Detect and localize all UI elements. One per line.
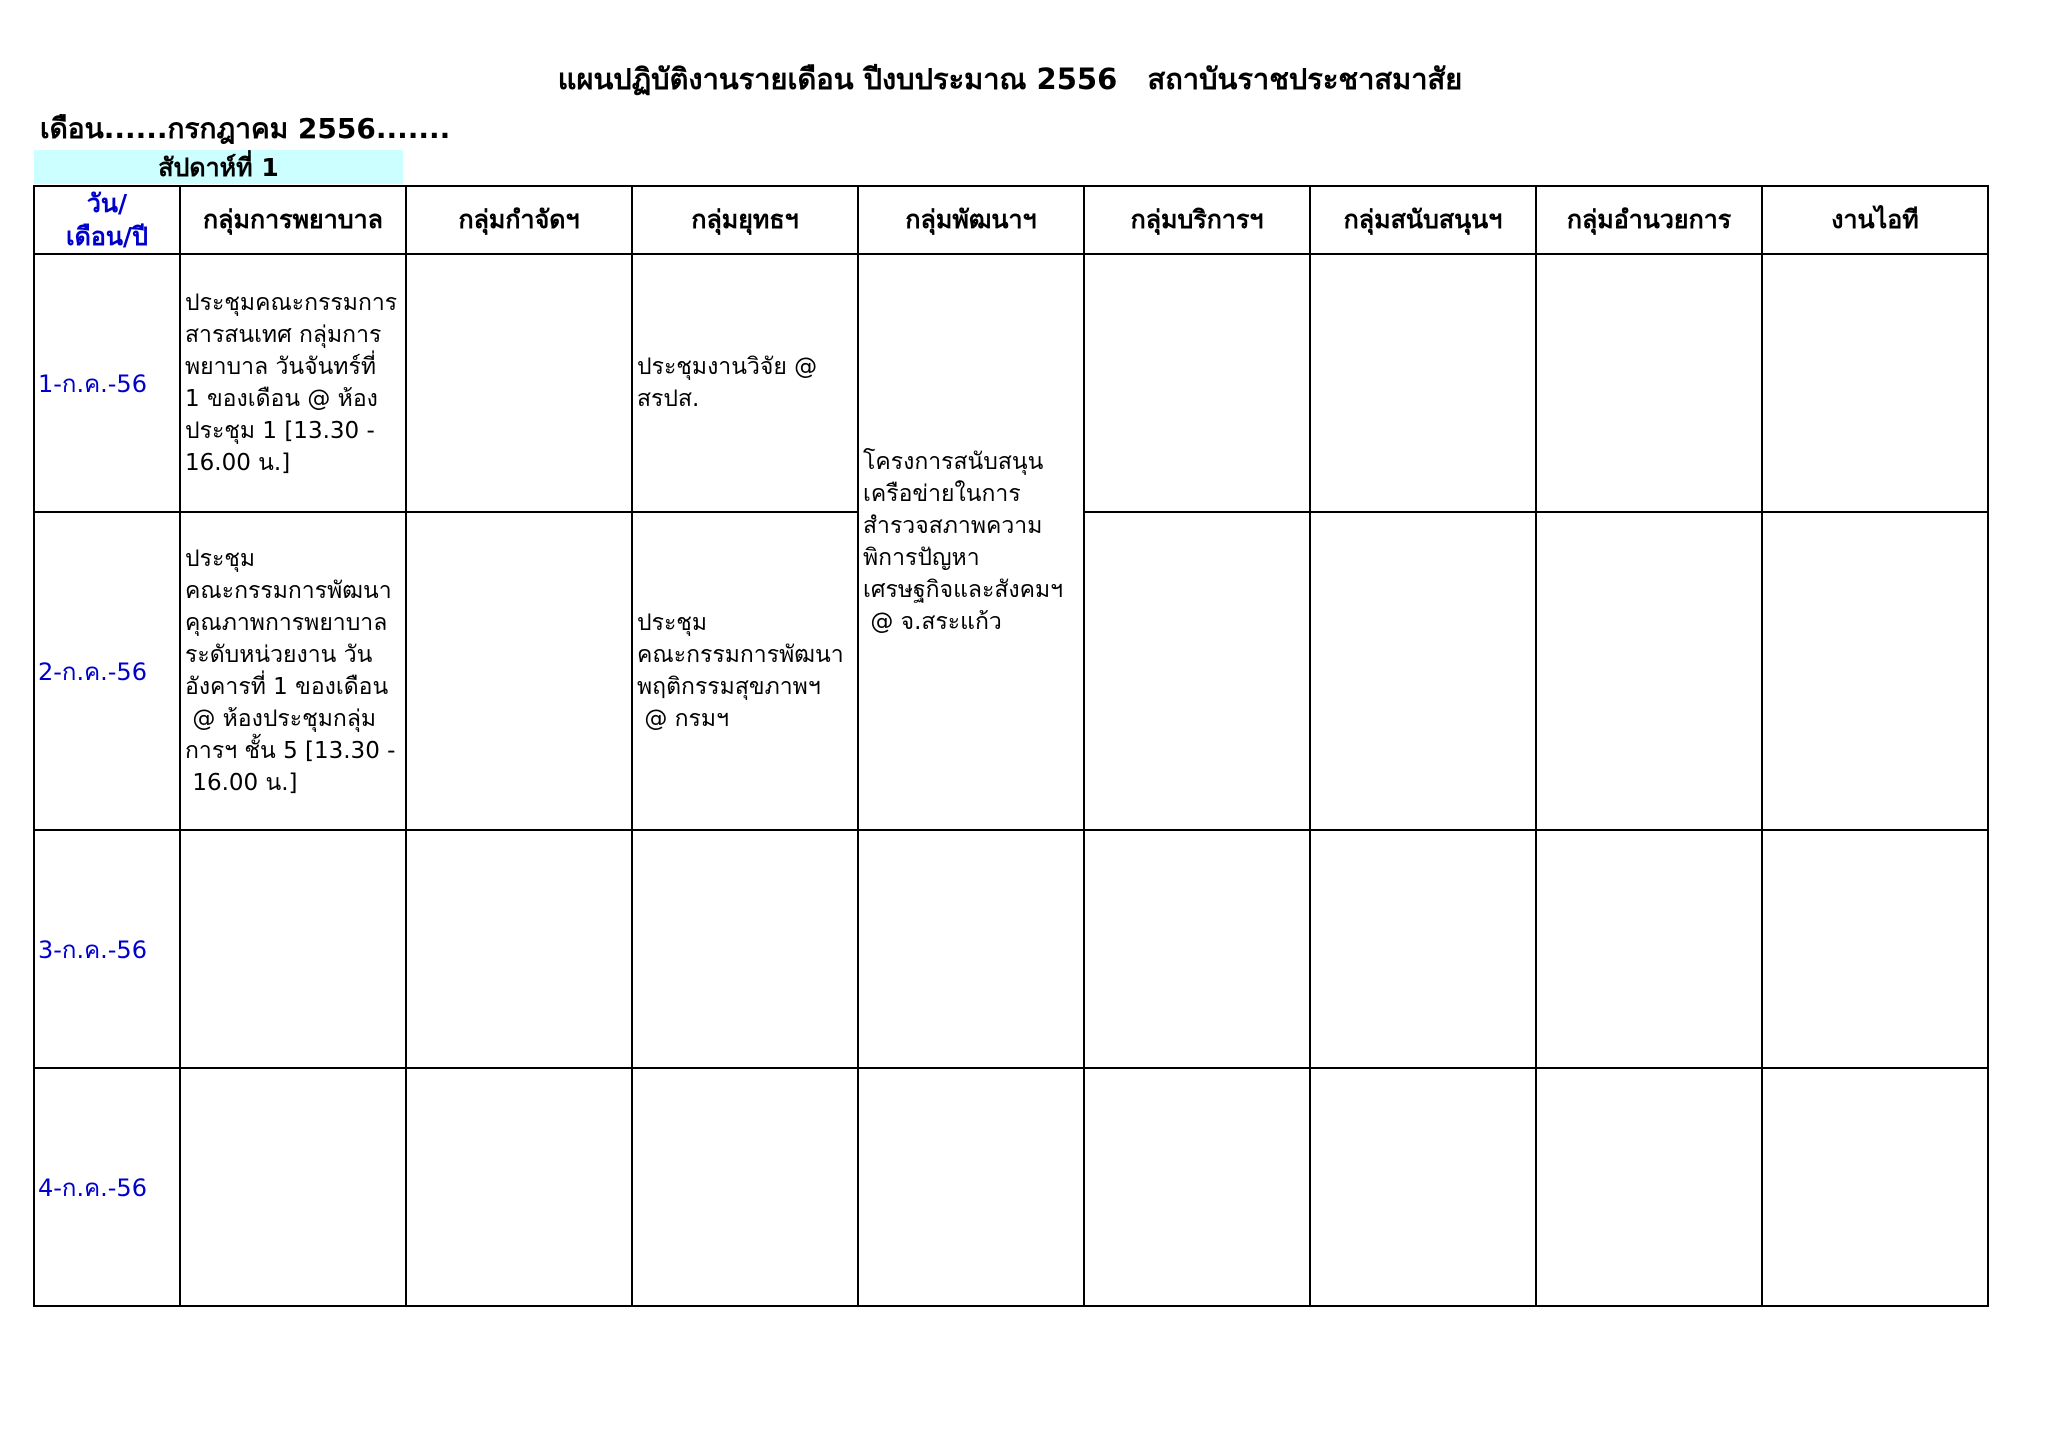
column-header-date-label: วัน/ เดือน/ปี xyxy=(66,189,148,251)
support-cell xyxy=(1310,830,1536,1068)
services-cell xyxy=(1084,830,1310,1068)
services-cell xyxy=(1084,1068,1310,1306)
week-label: สัปดาห์ที่ 1 xyxy=(34,150,403,184)
administration-cell xyxy=(1536,254,1762,512)
column-header-services: กลุ่มบริการฯ xyxy=(1084,186,1310,254)
support-cell xyxy=(1310,254,1536,512)
table-row xyxy=(34,1068,1988,1306)
it-cell xyxy=(1762,254,1988,512)
strategy-text: ประชุมงานวิจัย @ สรปส. xyxy=(637,354,818,412)
nursing-text: ประชุมคณะกรรมการ สารสนเทศ กลุ่มการ พยาบาล วันจันทร์ที่ 1 ของเดือน @ ห้อง ประชุม 1 [13.30 - 16.00 น.] xyxy=(185,290,398,476)
header-row xyxy=(34,186,1988,254)
column-header-disease-control: กลุ่มกำจัดฯ xyxy=(406,186,632,254)
it-cell xyxy=(1762,830,1988,1068)
date-cell: 3-ก.ค.-56 xyxy=(34,830,180,1068)
page-title: แผนปฏิบัติงานรายเดือน ปีงบประมาณ 2556 สถาบันราชประชาสมาสัย xyxy=(557,62,1463,96)
administration-cell xyxy=(1536,512,1762,830)
strategy-cell xyxy=(632,1068,858,1306)
administration-cell xyxy=(1536,830,1762,1068)
column-header-development: กลุ่มพัฒนาฯ xyxy=(858,186,1084,254)
development-cell xyxy=(858,254,1084,830)
disease-control-cell xyxy=(406,1068,632,1306)
services-cell xyxy=(1084,512,1310,830)
date-cell: 1-ก.ค.-56 xyxy=(34,254,180,512)
column-header-it: งานไอที xyxy=(1762,186,1988,254)
disease-control-cell xyxy=(406,254,632,512)
support-cell xyxy=(1310,1068,1536,1306)
nursing-cell xyxy=(180,512,406,830)
table-row xyxy=(34,254,1988,512)
column-header-support: กลุ่มสนับสนุนฯ xyxy=(1310,186,1536,254)
disease-control-cell xyxy=(406,512,632,830)
nursing-cell xyxy=(180,1068,406,1306)
services-cell xyxy=(1084,254,1310,512)
disease-control-cell xyxy=(406,830,632,1068)
column-header-nursing: กลุ่มการพยาบาล xyxy=(180,186,406,254)
development-text: โครงการสนับสนุน เครือข่ายในการ สำรวจสภาพความ พิการปัญหา เศรษฐกิจและสังคมฯ @ จ.สระแก้ว xyxy=(863,449,1064,635)
strategy-text: ประชุม คณะกรรมการพัฒนา พฤติกรรมสุขภาพฯ @ กรมฯ xyxy=(637,610,844,732)
development-cell xyxy=(858,1068,1084,1306)
column-header-administration: กลุ่มอำนวยการ xyxy=(1536,186,1762,254)
development-cell xyxy=(858,830,1084,1068)
nursing-cell xyxy=(180,830,406,1068)
administration-cell xyxy=(1536,1068,1762,1306)
nursing-text: ประชุม คณะกรรมการพัฒนา คุณภาพการพยาบาล ระดับหน่วยงาน วัน อังคารที่ 1 ของเดือน @ ห้องประชุมกลุ่ม การฯ ชั้น 5 [13.30 - 16.00 น.] xyxy=(185,546,396,796)
nursing-cell xyxy=(180,254,406,512)
support-cell xyxy=(1310,512,1536,830)
it-cell xyxy=(1762,512,1988,830)
table-row xyxy=(34,830,1988,1068)
it-cell xyxy=(1762,1068,1988,1306)
month-label: เดือน......กรกฎาคม 2556....... xyxy=(40,112,451,145)
strategy-cell xyxy=(632,830,858,1068)
date-cell: 4-ก.ค.-56 xyxy=(34,1068,180,1306)
column-header-date xyxy=(34,186,180,254)
column-header-strategy: กลุ่มยุทธฯ xyxy=(632,186,858,254)
strategy-cell xyxy=(632,254,858,512)
strategy-cell xyxy=(632,512,858,830)
schedule-table xyxy=(33,185,1989,1307)
date-cell: 2-ก.ค.-56 xyxy=(34,512,180,830)
